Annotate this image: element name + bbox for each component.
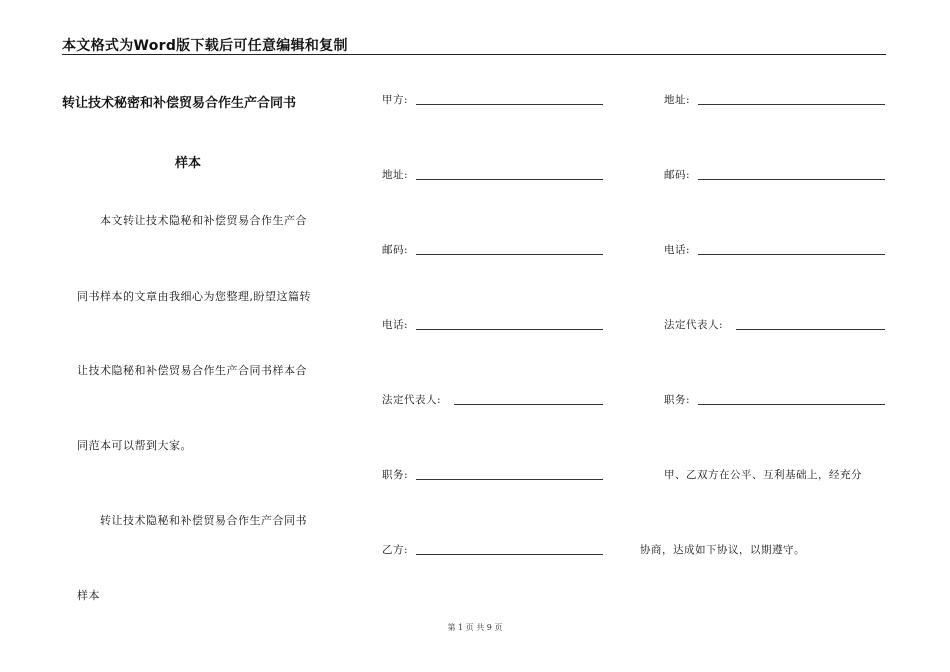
address-label: 地址: (664, 94, 691, 106)
page-number: 第 1 页 共 9 页 (447, 623, 503, 632)
party-b-label: 乙方: (382, 544, 409, 556)
address-label: 地址: (382, 169, 409, 181)
header-text: 本文格式为Word版下载后可任意编辑和复制 (62, 38, 348, 54)
position-label: 职务: (382, 469, 409, 481)
postcode-label: 邮码: (382, 244, 409, 256)
document-title: 转让技术秘密和补偿贸易合作生产合同书 (62, 96, 297, 111)
intro-line: 本文转让技术隐秘和补偿贸易合作生产合 (100, 214, 307, 227)
postcode-blank[interactable] (698, 179, 885, 180)
party-b-blank[interactable] (416, 554, 603, 555)
page-header (62, 34, 886, 55)
legal-rep-blank[interactable] (454, 404, 603, 405)
position-blank[interactable] (698, 404, 885, 405)
postcode-blank[interactable] (416, 254, 603, 255)
phone-label: 电话: (664, 244, 691, 256)
position-label: 职务: (664, 394, 691, 406)
intro-line: 让技术隐秘和补偿贸易合作生产合同书样本合 (77, 364, 307, 377)
party-a-blank[interactable] (416, 104, 603, 105)
position-blank[interactable] (416, 479, 603, 480)
phone-blank[interactable] (416, 329, 603, 330)
legal-rep-blank[interactable] (736, 329, 885, 330)
intro-line: 同范本可以帮到大家。 (77, 439, 192, 452)
legal-rep-label: 法定代表人: (382, 394, 442, 406)
document-subtitle: 样本 (175, 156, 202, 171)
address-blank[interactable] (416, 179, 603, 180)
agreement-line: 甲、乙双方在公平、互利基础上，经充分 (664, 469, 862, 481)
intro-line: 同书样本的文章由我细心为您整理,盼望这篇转 (77, 290, 311, 303)
address-blank[interactable] (698, 104, 885, 105)
party-a-label: 甲方: (382, 94, 409, 106)
intro-line: 样本 (77, 589, 100, 602)
intro-line: 转让技术隐秘和补偿贸易合作生产合同书 (100, 514, 307, 527)
legal-rep-label: 法定代表人: (664, 319, 724, 331)
phone-label: 电话: (382, 319, 409, 331)
phone-blank[interactable] (698, 254, 885, 255)
postcode-label: 邮码: (664, 169, 691, 181)
agreement-line: 协商，达成如下协议，以期遵守。 (640, 544, 805, 556)
